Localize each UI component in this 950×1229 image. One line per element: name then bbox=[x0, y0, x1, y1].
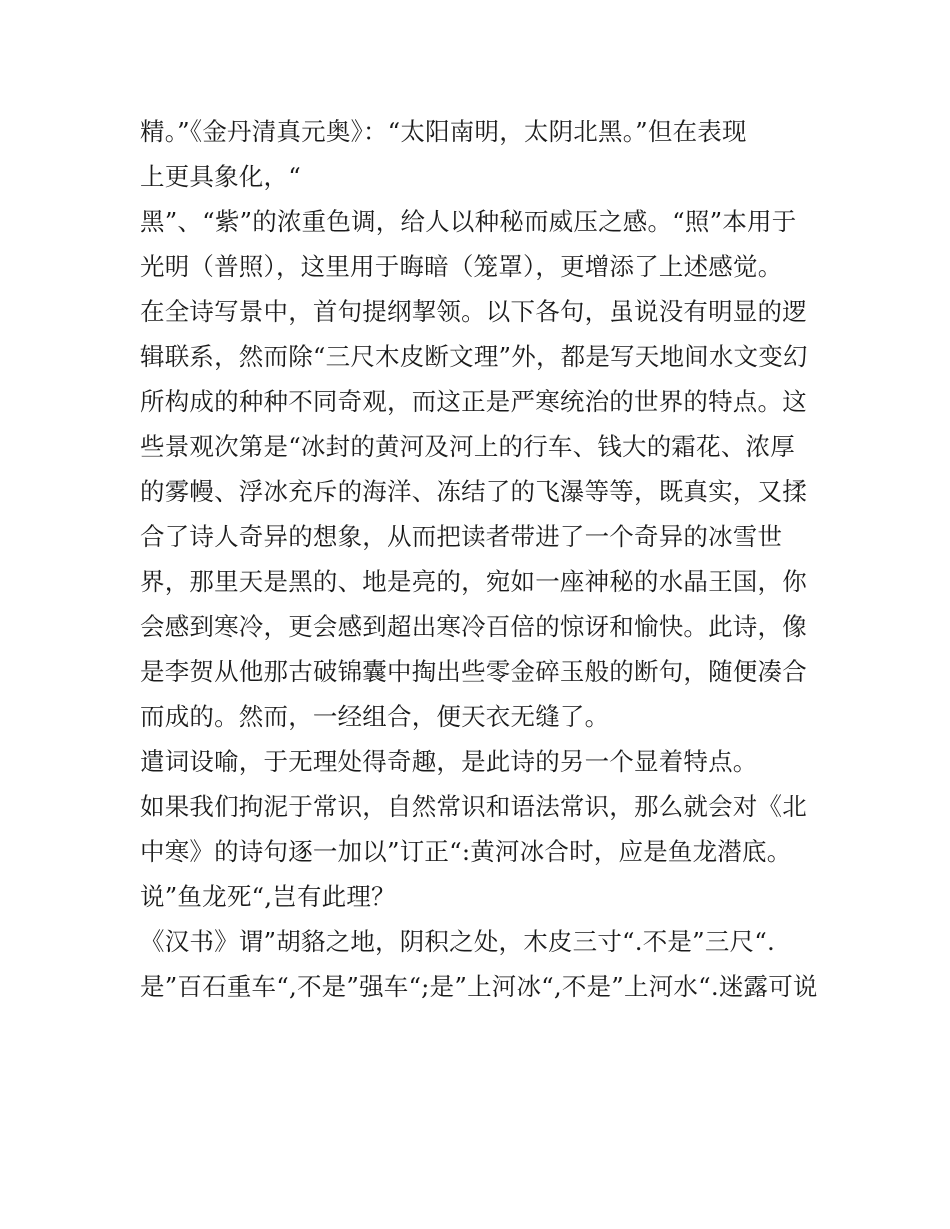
text-line: 是”百石重车“,不是”强车“;是”上河冰“,不是”上河水“.迷露可说 bbox=[140, 972, 818, 1001]
text-line: 所构成的种种不同奇观，而这正是严寒统治的世界的特点。这 bbox=[140, 387, 807, 416]
text-line: 中寒》的诗句逐一加以”订正“:黄河冰合时，应是鱼龙潜底。 bbox=[140, 837, 792, 866]
text-line: 如果我们拘泥于常识，自然常识和语法常识，那么就会对《北 bbox=[140, 792, 807, 821]
text-line: 界，那里天是黑的、地是亮的，宛如一座神秘的水晶王国，你 bbox=[140, 567, 807, 596]
text-line: 光明（普照），这里用于晦暗（笼罩），更增添了上述感觉。 bbox=[140, 252, 783, 281]
text-line: 精。”《金丹清真元奥》：“太阳南明，太阴北黑。”但在表现 bbox=[140, 117, 747, 146]
text-line: 遣词设喻，于无理处得奇趣，是此诗的另一个显着特点。 bbox=[140, 747, 758, 776]
body-text bbox=[140, 109, 830, 1009]
text-line: 《汉书》谓”胡貉之地，阴积之处，木皮三寸“.不是”三尺“. bbox=[140, 927, 775, 956]
text-line: 在全诗写景中，首句提纲挈领。以下各句，虽说没有明显的逻 bbox=[140, 297, 807, 326]
text-line: 辑联系，然而除“三尺木皮断文理”外，都是写天地间水文变幻 bbox=[140, 342, 808, 371]
text-line: 些景观次第是“冰封的黄河及河上的行车、钱大的霜花、浓厚 bbox=[140, 432, 795, 461]
text-line: 会感到寒冷，更会感到超出寒冷百倍的惊讶和愉快。此诗，像 bbox=[140, 612, 807, 641]
text-line: 是李贺从他那古破锦囊中掏出些零金碎玉般的断句，随便凑合 bbox=[140, 657, 807, 686]
text-line: 的雾幔、浮冰充斥的海洋、冻结了的飞瀑等等，既真实，又揉 bbox=[140, 477, 807, 506]
text-line: 合了诗人奇异的想象，从而把读者带进了一个奇异的冰雪世 bbox=[140, 522, 783, 551]
text-line: 而成的。然而，一经组合，便天衣无缝了。 bbox=[140, 702, 610, 731]
text-line: 上更具象化，“ bbox=[140, 162, 301, 191]
text-line: 说”鱼龙死“,岂有此理？ bbox=[140, 882, 396, 911]
text-line: 黑”、“紫”的浓重色调，给人以种秘而威压之感。“照”本用于 bbox=[140, 207, 797, 236]
